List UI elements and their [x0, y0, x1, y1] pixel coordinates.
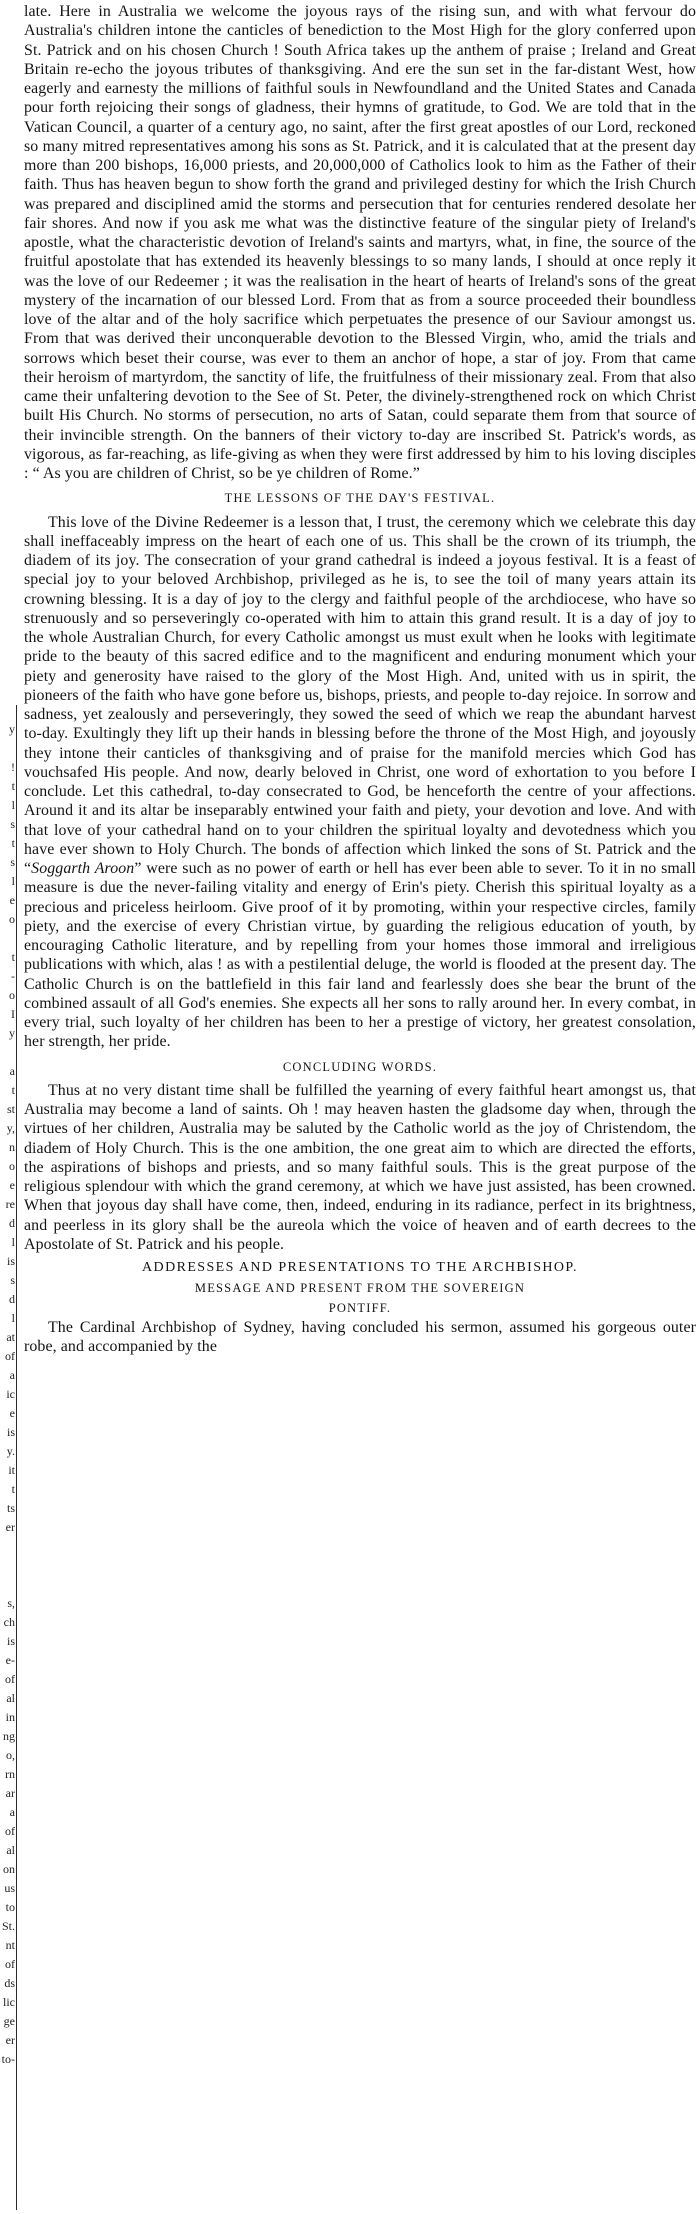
section-heading-concluding: CONCLUDING WORDS. — [282, 1059, 438, 1074]
subheading-message: MESSAGE AND PRESENT FROM THE SOVEREIGN — [194, 1281, 526, 1296]
left-column-edge — [0, 0, 20, 2214]
paragraph-3: Thus at no very distant time shall be fulfilled the yearning of every faithful heart amongst us, that Australia may become a land of saints. Oh ! may heaven hasten the gladsome day when, through the virtues of her children, Australia may be saluted by the Catholic world as the joy of Christendom, the diadem of Holy Church. This is the one ambition, the one great aim to which are directed the efforts, the aspirations of bishops and priests, and so many faithful souls. This is the great purpose of the religious splendour with which the grand ceremony, at which we have just assisted, has been crowned. When that joyous day shall have come, then, indeed, enduring in its radiance, perfect in its brightness, and peerless in its glory shall be the aureola which the voice of heaven and of earth decrees to the Apostolate of St. Patrick and his people. — [24, 1081, 696, 1253]
cut-off-column-fragments: y ! t l s t s l e o t - o I y a t st y, n o e re d l is s d l at of a ic e is y. it t ts er s, ch is e- of al in ng o, rn ar a of al on us to St. nt of ds lic ge er to- — [1, 722, 15, 2066]
column-rule — [16, 705, 17, 2210]
article-column — [24, 2, 696, 1356]
section-heading-addresses: ADDRESSES AND PRESENTATIONS TO THE ARCHBISHOP. — [142, 1260, 578, 1275]
soggarth-aroon-phrase: Soggarth Aroon — [31, 860, 135, 877]
paragraph-2-part-a: This love of the Divine Redeemer is a lesson that, I trust, the ceremony which we celebrate this day shall ineffaceably impress on the heart of each one of us. This shall be the crown of its triumph, the diadem of its joy. The consecration of your grand cathedral is indeed a joyous festival. It is a feast of special joy to your beloved Archbishop, privileged as he is, to see the toil of many years attain its crowning blessing. It is a day of joy to the clergy and faithful people of the archdiocese, who have so strenuously and so perseveringly co-operated with him to attain this grand result. It is a day of joy to the whole Australian Church, for every Catholic amongst us must exult when he looks with legitimate pride to the beauty of this sacred edifice and to the magnificent and enduring monument which your piety and generosity have raised to the glory of the Most High. And, united with us in spirit, the pioneers of the faith who have gone before us, bishops, priests, and people to-day rejoice. In sorrow and sadness, yet zealously and perseveringly, they sowed the seed of which we reap the abundant harvest to-day. Exultingly they lift up their hands in blessing before the throne of the Most High, and joyously they intone their canticles of thanksgiving and of praise for the manifold mercies which God has vouchsafed His people. And now, dearly beloved in Christ, one word of exhortation to you before I conclude. Let this cathedral, to-day consecrated to God, be henceforth the centre of your affections. Around it and its altar be inseparably entwined your faith and piety, your devotion and love. And with that love of your cathedral hand on to your children the spiritual loyalty and devotedness which you have ever shown to Holy Church. The bonds of affection which linked the sons of St. Patrick and the “ — [24, 513, 696, 877]
paragraph-2 — [24, 513, 696, 1052]
paragraph-2-part-b: ” were such as no power of earth or hell has ever been able to sever. To it in no small measure is due the never-failing vitality and energy of Erin's piety. Cherish this spiritual loyalty as a precious and priceless heirloom. Give proof of it by promoting, within your respective circles, family piety, and the exercise of every Christian virtue, by guarding the religious education of youth, by encouraging Catholic literature, and by repelling from your homes those immoral and irreligious publications with which, alas ! as with a pestilential deluge, the world is flooded at the present day. The Catholic Church is on the battlefield in this fair land and fearlessly does she bear the brunt of the combined assault of all God's enemies. She expects all her sons to rally around her. In every combat, in every trial, such loyalty of her children has been to her a prestige of victory, her greatest consolation, her strength, her pride. — [24, 860, 696, 1051]
paragraph-4: The Cardinal Archbishop of Sydney, having concluded his sermon, assumed his gorgeous outer robe, and accompanied by the — [24, 1318, 696, 1355]
paragraph-1: late. Here in Australia we welcome the joyous rays of the rising sun, and with what fervour do Australia's children intone the canticles of benediction to the Most High for the glory conferred upon St. Patrick and on his chosen Church ! South Africa takes up the anthem of praise ; Ireland and Great Britain re-echo the joyous tributes of thanksgiving. And ere the sun set in the far-distant West, how eagerly and earnesty the millions of faithful souls in Newfoundland and the United States and Canada pour forth rejoicing their songs of gladness, their hymns of gratitude, to God. We are told that in the Vatican Council, a quarter of a century ago, no saint, after the first great apostles of our Lord, reckoned so many mitred representatives among his sons as St. Patrick, and it is calculated that at the present day more than 200 bishops, 16,000 priests, and 20,000,000 of Catholics look to him as the Father of their faith. Thus has heaven begun to show forth the grand and privileged destiny for which the Irish Church was prepared and disciplined amid the storms and persecution that for centuries rendered desolate her fair shores. And now if you ask me what was the distinctive feature of the singular piety of Ireland's apostle, what the characteristic devotion of Ireland's saints and martyrs, what, in fine, the source of the fruitful apostolate that has extended its heavenly blessings to so many lands, I should at once reply it was the love of our Redeemer ; it was the realisation in the heart of hearts of Ireland's sons of the great mystery of the incarnation of our blessed Lord. From that as from a source proceeded their boundless love of the altar and of the holy sacrifice which perpetuates the presence of our Saviour amongst us. From that was derived their unconquerable devotion to the Blessed Virgin, who, amid the trials and sorrows which beset their course, was ever to them an anchor of hope, a star of joy. From that came their heroism of martyrdom, the sanctity of life, the fruitfulness of their missionary zeal. From that also came their unfaltering devotion to the See of St. Peter, the divinely-strengthened rock on which Christ built His Church. No storms of persecution, no arts of Satan, could separate them from that source of their invincible strength. On the banners of their victory to-day are inscribed St. Patrick's words, as vigorous, as far-reaching, as life-giving as when they were first addressed by him to his loving disciples : “ As you are children of Christ, so be ye children of Rome.” — [24, 3, 696, 482]
section-heading-lessons: THE LESSONS OF THE DAY'S FESTIVAL. — [224, 491, 496, 506]
subheading-pontiff: PONTIFF. — [328, 1300, 392, 1315]
